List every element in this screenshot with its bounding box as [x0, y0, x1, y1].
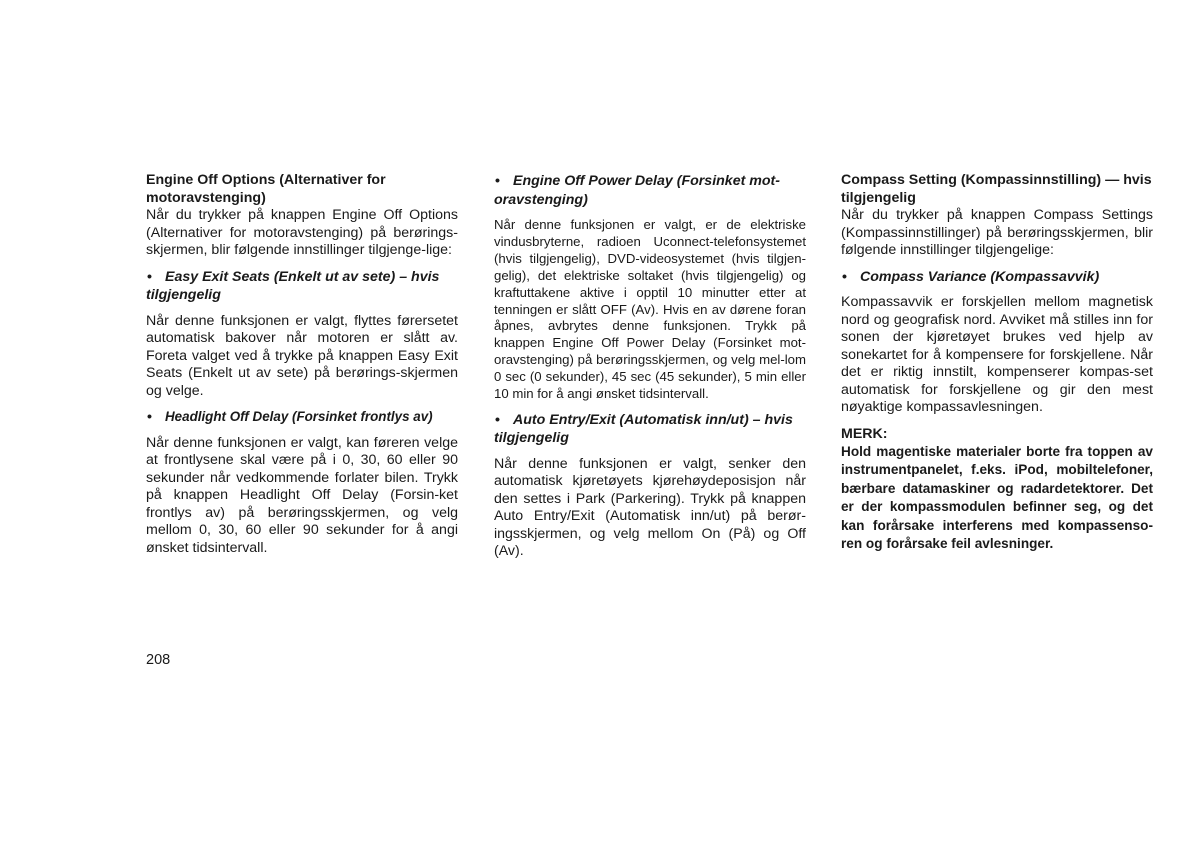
column-left [146, 172, 458, 557]
compass-variance-body: Kompassavvik er forskjellen mellom magnetisk nord og geografisk nord. Avviket må stilles inn for sonen der kjøretøyet brukes ved hjelp av sonekartet for å kompensere for forskjellene. Når det er riktig innstilt, kompenserer kompas-set automatisk for forskjellene og gir den mest nøyaktige kompassavlesningen. [841, 294, 1153, 415]
column-right [841, 172, 1153, 554]
easy-exit-seats-title-text: Easy Exit Seats (Enkelt ut av sete) – hvis tilgjengelig [146, 268, 440, 303]
auto-entry-exit-body: Når denne funksjonen er valgt, senker den automatisk kjøretøyets kjørehøydeposisjon når den settes i Park (Parkering). Trykk på knappen Auto Entry/Exit (Automatisk inn/ut) på berør-ingsskjermen, og velg mellom On (På) og Off (Av). [494, 455, 806, 560]
bullet-icon: • [495, 411, 500, 428]
note-title: MERK: [841, 425, 888, 442]
compass-setting-intro: Når du trykker på knappen Compass Settings (Kompassinnstillinger) på berøringsskjermen, blir følgende innstillinger tilgjengelige: [841, 207, 1153, 258]
bullet-icon: • [147, 409, 152, 425]
column-middle [494, 172, 806, 561]
headlight-off-delay-title-text: Headlight Off Delay (Forsinket frontlys av) [165, 409, 433, 424]
compass-variance-title-text: Compass Variance (Kompassavvik) [860, 268, 1100, 285]
auto-entry-exit-title [494, 411, 806, 448]
easy-exit-seats-title [146, 268, 458, 305]
compass-setting-heading: Compass Setting (Kompassinnstilling) — hvis tilgjengelig [841, 172, 1152, 206]
bullet-icon: • [147, 268, 152, 285]
page-number: 208 [146, 652, 171, 668]
bullet-icon: • [495, 173, 500, 189]
bullet-icon: • [842, 268, 847, 285]
engine-off-options-intro: Når du trykker på knappen Engine Off Options (Alternativer for motoravstenging) på berørings-skjermen, blir følgende innstillinger tilgjenge-lige: [146, 207, 458, 258]
easy-exit-seats-body: Når denne funksjonen er valgt, flyttes førersetet automatisk bakover når motoren er slått av. Foreta valget ved å trykke på knappen Easy Exit Seats (Enkelt ut av sete) på berørings-skjermen og velge. [146, 312, 458, 399]
engine-off-options-heading: Engine Off Options (Alternativer for motoravstenging) [146, 172, 386, 206]
headlight-off-delay-body: Når denne funksjonen er valgt, kan føreren velge at frontlysene skal være på i 0, 30, 60 eller 90 sekunder når vedkommende forlater bilen. Trykk på knappen Headlight Off Delay (Forsin-ket frontlys av) på berøringsskjermen, og velg mellom 0, 30, 60 eller 90 sekunder for å angi ønsket tidsintervall. [146, 434, 458, 556]
engine-off-power-delay-body: Når denne funksjonen er valgt, er de elektriske vindusbryterne, radioen Uconnect-telefonsystemet (hvis tilgjengelig), DVD-videosystemet (hvis tilgjen-gelig), det elektriske soltaket (hvis tilgjengelig) og kraftuttakene aktive i opptil 10 minutter etter at tenningen er slått OFF (Av). Hvis en av dørene foran åpnes, avbrytes denne funksjonen. Trykk på knappen Engine Off Power Delay (Forsinket mot-oravstenging) på berøringsskjermen, og velg mel-lom 0 sec (0 sekunder), 45 sec (45 sekunder), 5 min eller 10 min for å angi ønsket tidsintervall. [494, 217, 806, 402]
engine-off-power-delay-title-text: Engine Off Power Delay (Forsinket mot-oravstenging) [494, 173, 780, 208]
headlight-off-delay-title [146, 408, 458, 427]
compass-variance-title [841, 268, 1153, 287]
note-body: Hold magentiske materialer borte fra toppen av instrumentpanelet, f.eks. iPod, mobiltelefoner, bærbare datamaskiner og radardetektorer. Det er der kompassmodulen befinner seg, og det kan forårsake interferens med kompassenso-ren og forårsake feil avlesninger. [841, 443, 1153, 552]
auto-entry-exit-title-text: Auto Entry/Exit (Automatisk inn/ut) – hvis tilgjengelig [494, 411, 793, 447]
engine-off-power-delay-title [494, 172, 806, 209]
